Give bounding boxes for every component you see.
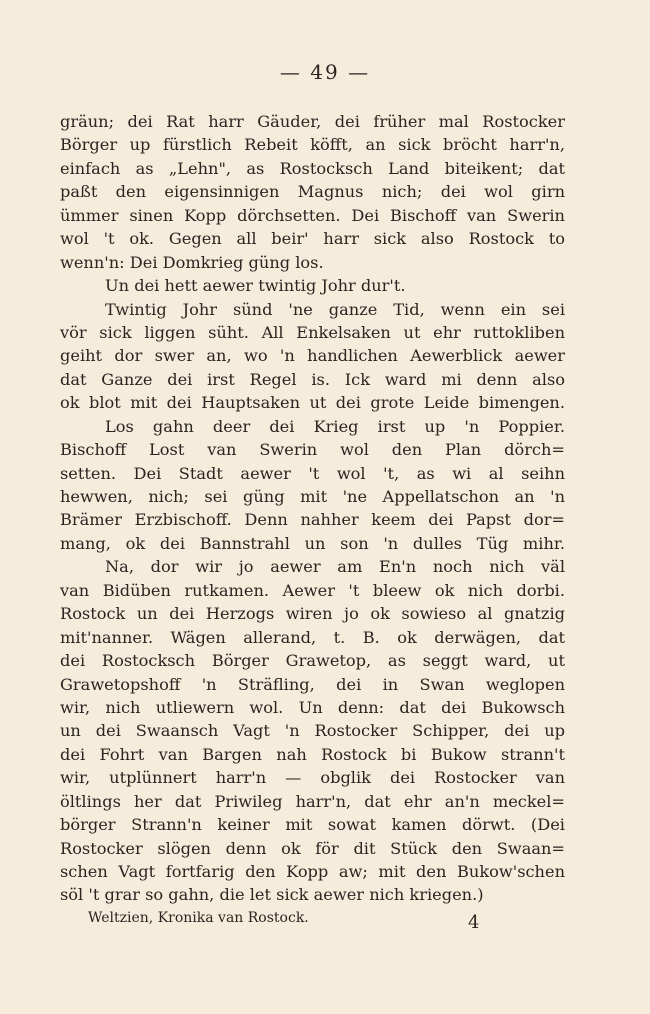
- text-line: mang, ok dei Bannstrahl un son 'n dulles Tüg mihr.: [60, 533, 565, 553]
- text-line: Brämer Erzbischoff. Denn nahher keem dei Papst dor=: [60, 510, 565, 530]
- signature-mark: 4: [468, 912, 480, 933]
- footer-title: Weltzien, Kronika van Rostock.: [88, 910, 309, 926]
- text-line: wir, nich utliewern wol. Un denn: dat dei Bukowsch: [60, 697, 565, 717]
- text-line: Un dei hett aewer twintig Johr dur't.: [105, 276, 406, 296]
- text-line: setten. Dei Stadt aewer 't wol 't, as wi al seihn: [60, 463, 565, 483]
- text-line: dat Ganze dei irst Regel is. Ick ward mi denn also: [60, 369, 565, 389]
- text-line: Börger up fürstlich Rebeit köfft, an sick bröcht harr'n,: [60, 135, 565, 155]
- text-line: dei Fohrt van Bargen nah Rostock bi Bukow strann't: [60, 744, 565, 764]
- text-line: öltlings her dat Priwileg harr'n, dat ehr an'n meckel=: [60, 791, 565, 811]
- text-line: hewwen, nich; sei güng mit 'ne Appellatschon an 'n: [60, 487, 565, 506]
- text-line: gräun; dei Rat harr Gäuder, dei früher mal Rostocker: [60, 112, 565, 131]
- text-line: wol 't ok. Gegen all beir' harr sick also Rostock to: [60, 229, 565, 249]
- text-line: ok blot mit dei Hauptsaken ut dei grote Leide bimengen.: [60, 393, 565, 413]
- text-line: Twintig Johr sünd 'ne ganze Tid, wenn ein sei: [105, 299, 565, 319]
- text-line: Los gahn deer dei Krieg irst up 'n Poppier.: [105, 416, 565, 436]
- text-line: paßt den eigensinnigen Magnus nich; dei wol girn: [60, 182, 565, 202]
- text-line: ümmer sinen Kopp dörchsetten. Dei Bischoff van Swerin: [60, 205, 565, 225]
- text-line: schen Vagt fortfarig den Kopp aw; mit den Bukow'schen: [60, 862, 565, 881]
- text-line: söl 't grar so gahn, die let sick aewer nich kriegen.): [60, 885, 484, 905]
- body-text: [60, 110, 565, 907]
- text-line: Rostock un dei Herzogs wiren jo ok sowieso al gnatzig: [60, 604, 565, 624]
- text-line: un dei Swaansch Vagt 'n Rostocker Schipper, dei up: [60, 721, 565, 741]
- text-line: mit'nanner. Wägen allerand, t. B. ok derwägen, dat: [60, 627, 565, 647]
- page-number: — 49 —: [279, 60, 371, 84]
- text-line: vör sick liggen süht. All Enkelsaken ut ehr ruttokliben: [60, 322, 565, 342]
- text-line: van Bidüben rutkamen. Aewer 't bleew ok nich dorbi.: [60, 580, 565, 600]
- text-line: geiht dor swer an, wo 'n handlichen Aewerblick aewer: [60, 346, 565, 366]
- text-line: Na, dor wir jo aewer am En'n noch nich väl: [105, 557, 565, 577]
- text-line: dei Rostocksch Börger Grawetop, as seggt ward, ut: [60, 651, 565, 671]
- text-line: börger Strann'n keiner mit sowat kamen dörwt. (Dei: [60, 815, 565, 835]
- text-line: wir, utplünnert harr'n — obglik dei Rostocker van: [60, 768, 565, 788]
- text-line: wenn'n: Dei Domkrieg güng los.: [60, 252, 324, 272]
- text-line: Grawetopshoff 'n Sträfling, dei in Swan weglopen: [60, 674, 565, 694]
- text-line: Rostocker slögen denn ok för dit Stück den Swaan=: [60, 838, 565, 858]
- text-line: Bischoff Lost van Swerin wol den Plan dörch=: [60, 440, 565, 460]
- text-line: einfach as „Lehn", as Rostocksch Land biteikent; dat: [60, 158, 565, 178]
